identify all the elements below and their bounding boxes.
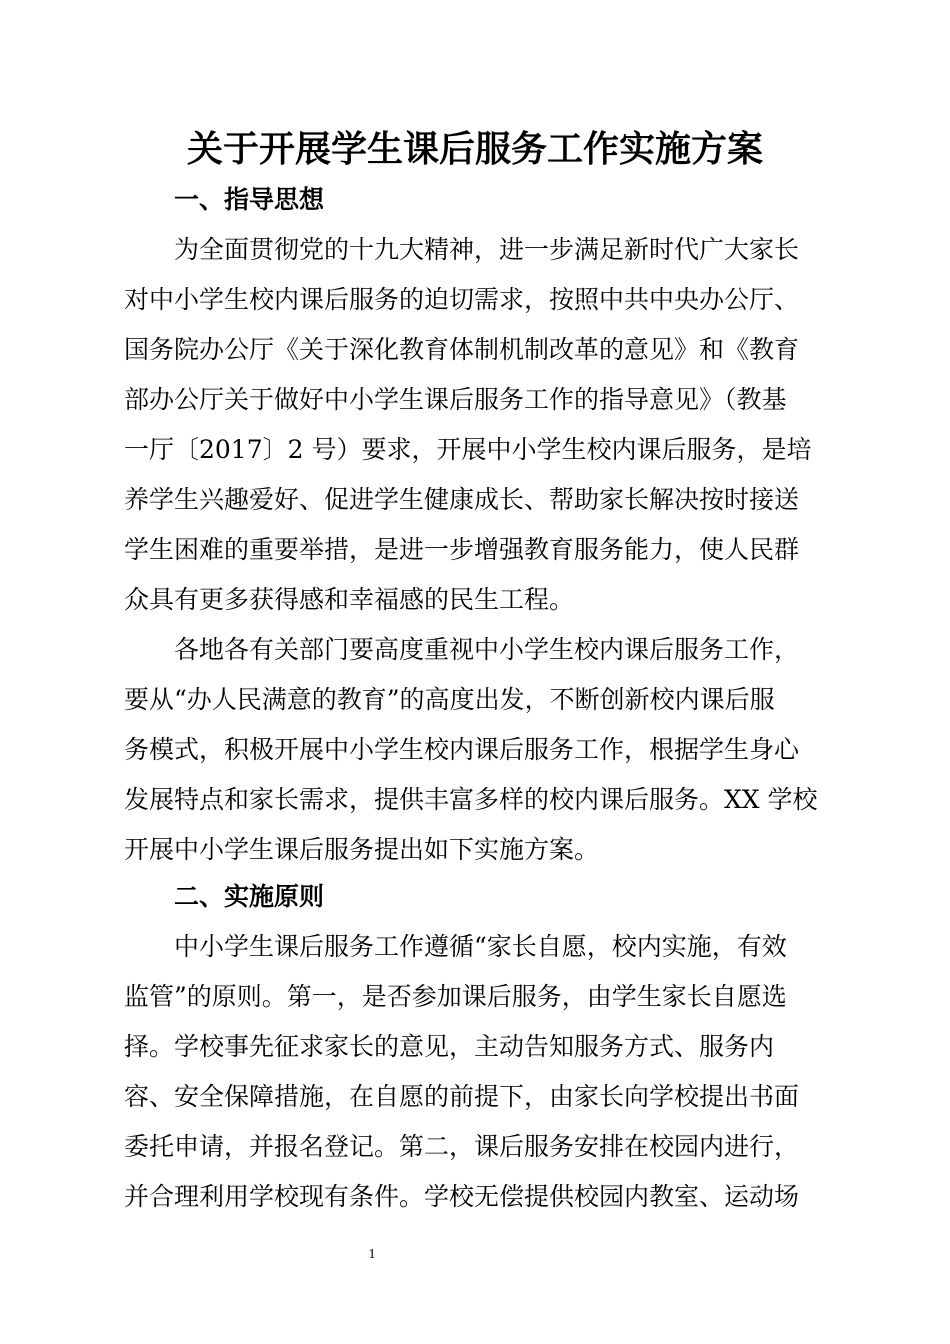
text-line: 委托申请，并报名登记。第二，课后服务安排在校园内进行， <box>124 1132 800 1161</box>
text-line: 部办公厅关于做好中小学生课后服务工作的指导意见》（教基 <box>124 385 787 414</box>
document-title: 关于开展学生课后服务工作实施方案 <box>186 129 763 170</box>
text-line: 监管”的原则。第一，是否参加课后服务，由学生家长自愿选 <box>124 982 787 1011</box>
text-line: 养学生兴趣爱好、促进学生健康成长、帮助家长解决按时接送 <box>124 485 800 514</box>
text-line: 国务院办公厅《关于深化教育体制机制改革的意见》和《教育 <box>124 335 800 364</box>
text-line: 要从“办人民满意的教育”的高度出发，不断创新校内课后服 <box>124 685 775 714</box>
text-line: 各地各有关部门要高度重视中小学生校内课后服务工作， <box>124 635 800 664</box>
text-line: 对中小学生校内课后服务的迫切需求，按照中共中央办公厅、 <box>124 285 800 314</box>
text-line: 容、安全保障措施，在自愿的前提下，由家长向学校提出书面 <box>124 1082 800 1111</box>
section-heading-guiding-ideology: 一、指导思想 <box>174 185 325 214</box>
text-line: 一厅〔2017〕2 号）要求，开展中小学生校内课后服务，是培 <box>124 435 812 464</box>
text-line: 中小学生课后服务工作遵循“家长自愿，校内实施，有效 <box>124 932 787 961</box>
text-line: 开展中小学生课后服务提出如下实施方案。 <box>124 835 600 864</box>
paragraph-implementation-principles-1 <box>124 922 834 1222</box>
text-line: 学生困难的重要举措，是进一步增强教育服务能力，使人民群 <box>124 535 800 564</box>
paragraph-guiding-ideology-1 <box>124 225 834 625</box>
text-line: 并合理利用学校现有条件。学校无偿提供校园内教室、运动场 <box>124 1182 800 1211</box>
text-line: 发展特点和家长需求，提供丰富多样的校内课后服务。XX 学校 <box>124 785 818 814</box>
text-line: 为全面贯彻党的十九大精神，进一步满足新时代广大家长 <box>124 235 800 264</box>
paragraph-guiding-ideology-2 <box>124 625 834 875</box>
section-heading-implementation-principles: 二、实施原则 <box>174 882 325 911</box>
page-number: 1 <box>368 1247 376 1262</box>
text-line: 务模式，积极开展中小学生校内课后服务工作，根据学生身心 <box>124 735 800 764</box>
text-line: 众具有更多获得感和幸福感的民生工程。 <box>124 585 575 614</box>
text-line: 择。学校事先征求家长的意见，主动告知服务方式、服务内 <box>124 1032 775 1061</box>
